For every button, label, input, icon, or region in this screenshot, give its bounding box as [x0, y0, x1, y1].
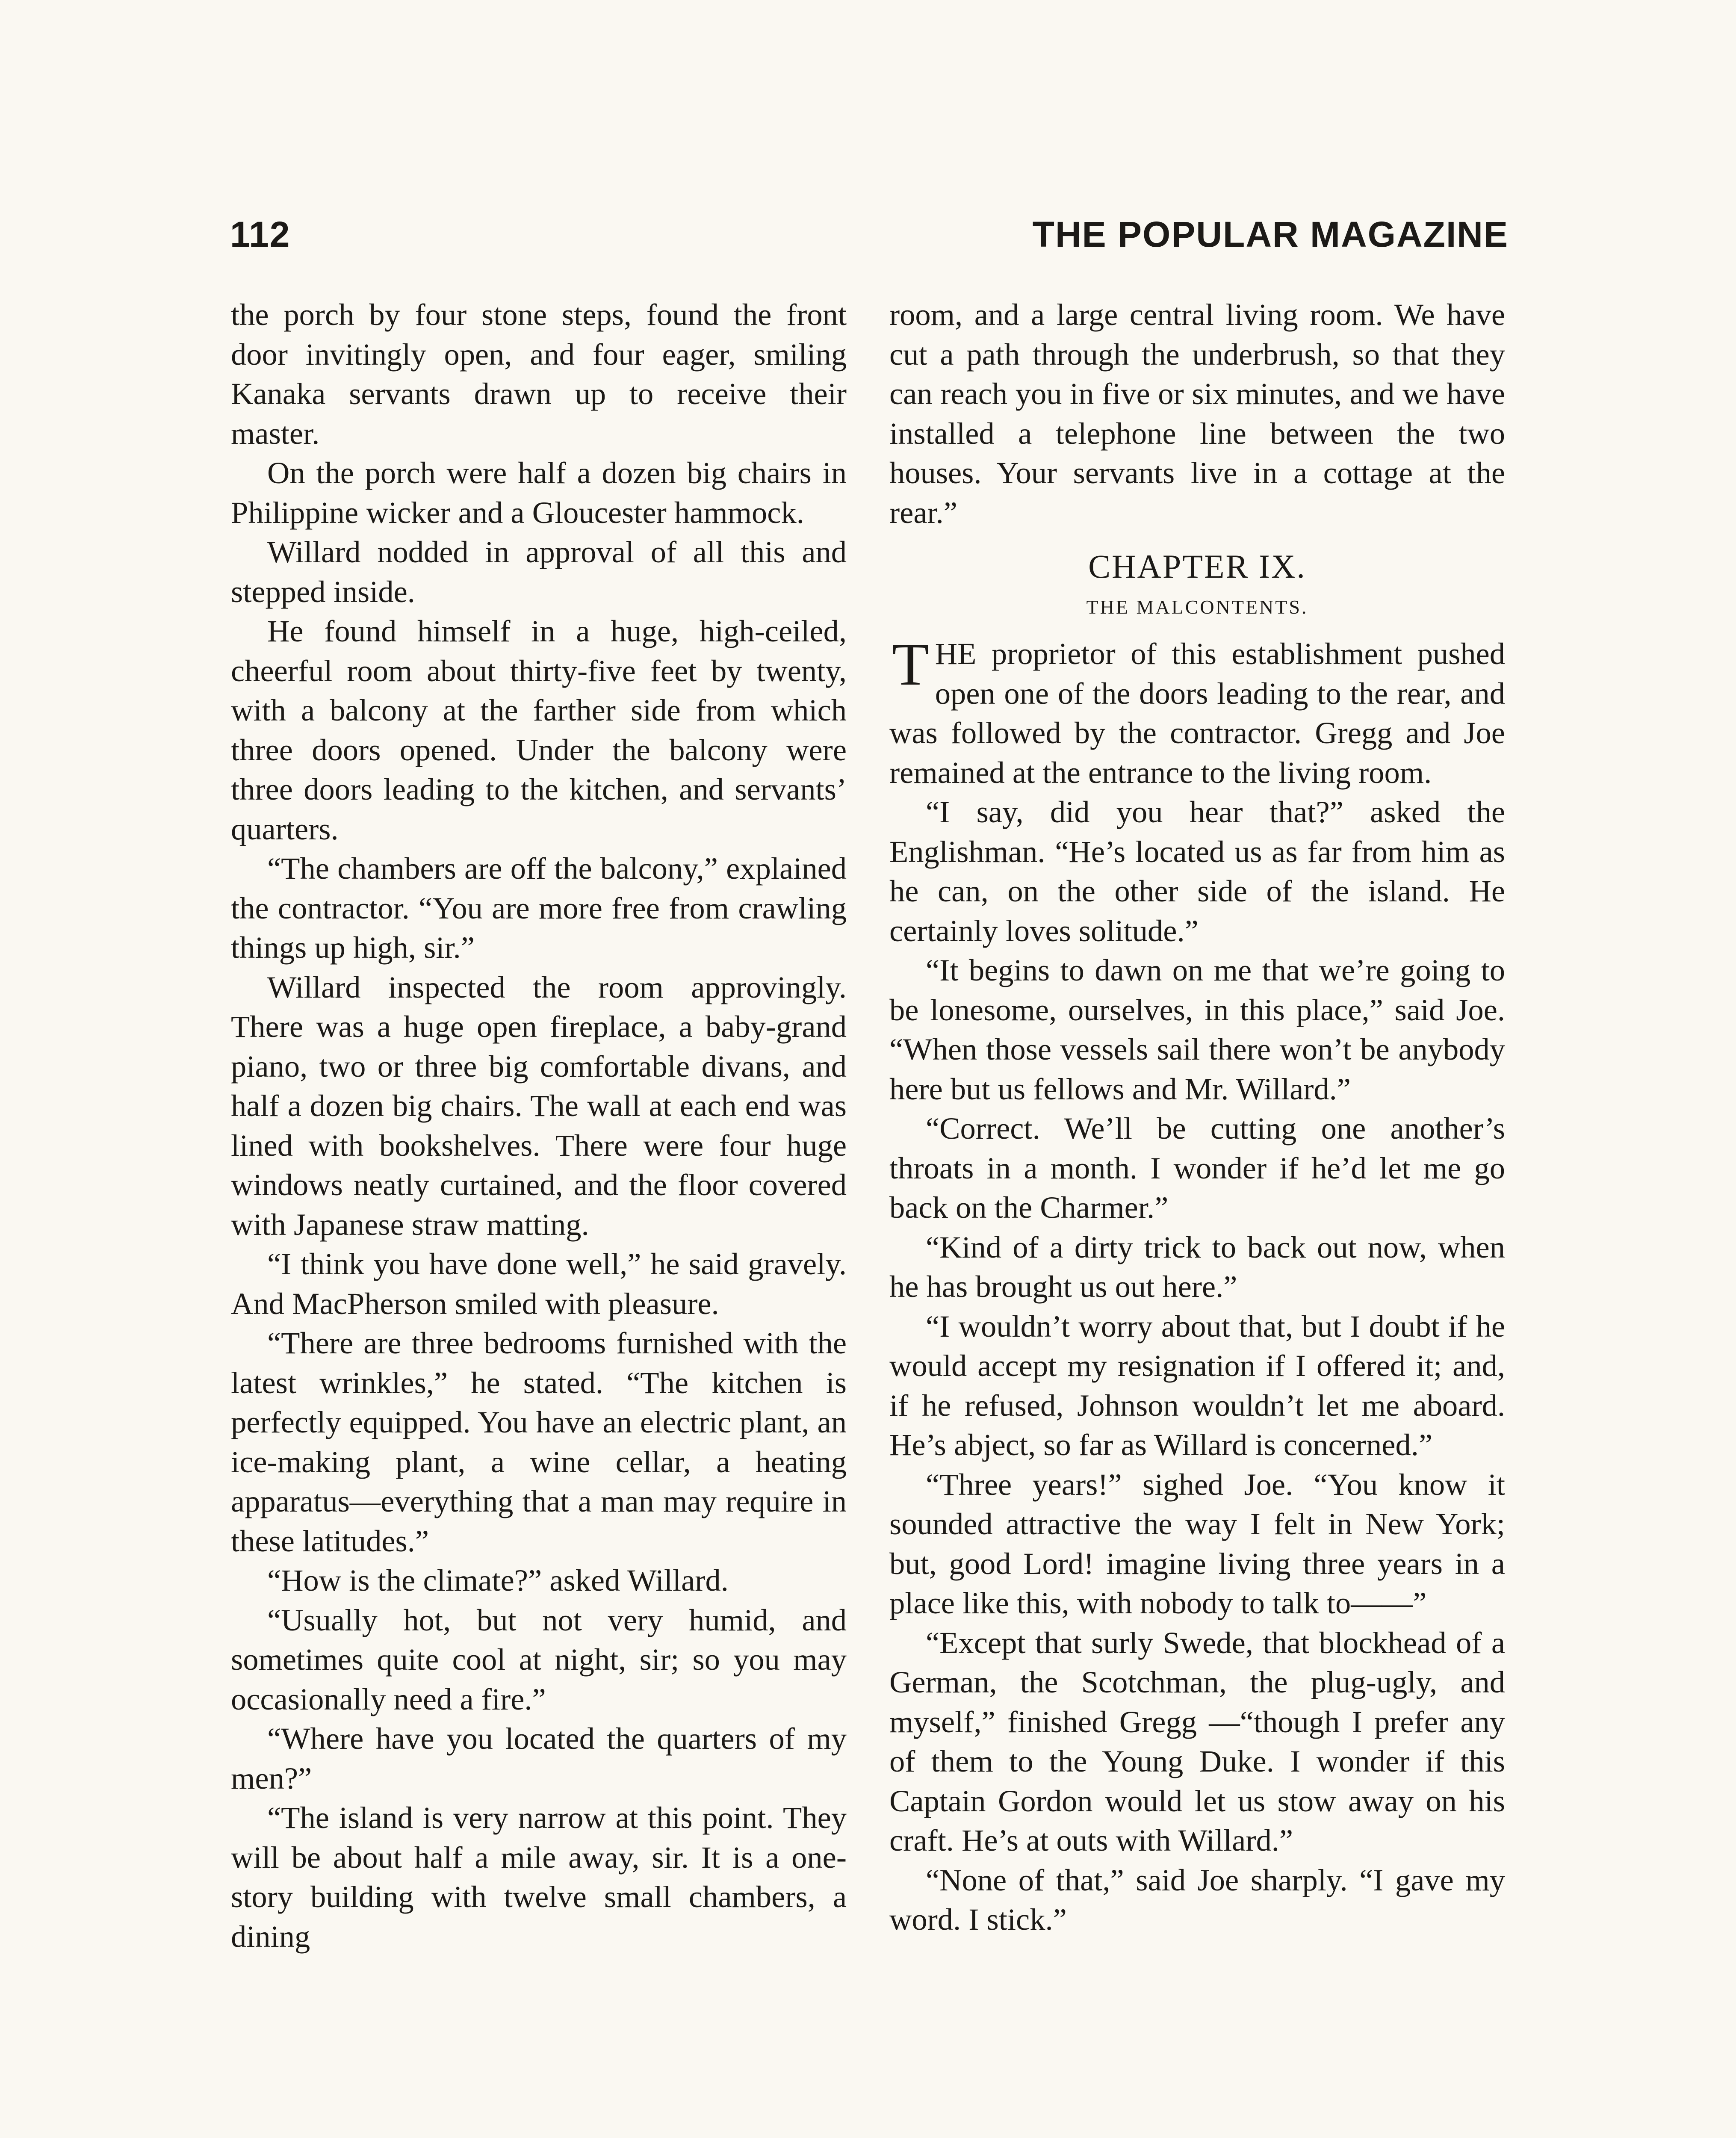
chapter-subtitle: THE MALCONTENTS.: [1086, 596, 1308, 618]
paragraph: “None of that,” said Joe sharply. “I gave my word. I stick.”: [889, 1862, 1505, 1937]
paragraph: “I think you have done well,” he said gravely. And MacPherson smiled with pleasure.: [231, 1246, 847, 1321]
left-column: [231, 295, 847, 1956]
paragraph: He found himself in a huge, high-ceiled, cheerful room about thirty-five feet by twenty, with a balcony at the farther side from which three doors opened. Under the balcony were three doors leading to the kitchen, and servants’ quarters.: [231, 614, 847, 846]
paragraph: “How is the climate?” asked Willard.: [267, 1563, 729, 1598]
right-column: [889, 295, 1505, 1940]
paragraph: “Correct. We’ll be cutting one another’s throats in a month. I wonder if he’d let me go back on the Charmer.”: [889, 1111, 1505, 1225]
paragraph: “The chambers are off the balcony,” explained the contractor. “You are more free from crawling things up high, sir.”: [231, 851, 847, 965]
paragraph: “It begins to dawn on me that we’re going to be lonesome, ourselves, in this place,” said Joe. “When those vessels sail there won’t be anybody here but us fellows and Mr. Willard.”: [889, 953, 1505, 1106]
page-number: 112: [230, 214, 291, 254]
paragraph: “I say, did you hear that?” asked the Englishman. “He’s located us as far from him as he can, on the other side of the island. He certainly loves solitude.”: [889, 794, 1505, 948]
magazine-title: THE POPULAR MAGAZINE: [1032, 214, 1509, 254]
paragraph: “Usually hot, but not very humid, and sometimes quite cool at night, sir; so you may occasionally need a fire.”: [231, 1602, 847, 1716]
paragraph: “I wouldn’t worry about that, but I doubt if he would accept my resignation if I offered it; and, if he refused, Johnson wouldn’t let me aboard. He’s abject, so far as Willard is concerned.”: [889, 1308, 1505, 1462]
paragraph: “There are three bedrooms furnished with the latest wrinkles,” he stated. “The kitchen is perfectly equipped. You have an electric plant, an ice-making plant, a wine cellar, a heating apparatus—everything that a man may require in these latitudes.”: [231, 1326, 847, 1558]
paragraph: “Where have you located the quarters of my men?”: [231, 1721, 847, 1795]
running-head: [230, 214, 1509, 261]
chapter-opening-paragraph: [889, 630, 1505, 792]
paragraph: On the porch were half a dozen big chairs in Philippine wicker and a Gloucester hammock.: [231, 455, 847, 530]
paragraph: “Three years!” sighed Joe. “You know it sounded attractive the way I felt in New York; but, good Lord! imagine living three years in a place like this, with nobody to talk to——”: [889, 1467, 1505, 1620]
paragraph: “Except that surly Swede, that blockhead of a German, the Scotchman, the plug-ugly, and myself,” finished Gregg —“though I prefer any of them to the Young Duke. I wonder if this Captain Gordon would let us stow away on his craft. He’s at outs with Willard.”: [889, 1625, 1505, 1857]
paragraph: Willard inspected the room approvingly. There was a huge open fireplace, a baby-grand piano, two or three big comfortable divans, and half a dozen big chairs. The wall at each end was lined with bookshelves. There were four huge windows neatly curtained, and the floor covered with Japanese straw matting.: [231, 969, 847, 1242]
paragraph: room, and a large central living room. We have cut a path through the underbrush, so that they can reach you in five or six minutes, and we have installed a telephone line between the two houses. Your servants live in a cottage at the rear.”: [889, 297, 1505, 530]
paragraph: Willard nodded in approval of all this and stepped inside.: [231, 534, 847, 609]
opening-text: HE proprietor of this establishment pushed open one of the doors leading to the rear, and was followed by the contractor. Gregg and Joe remained at the entrance to the living room.: [889, 636, 1505, 790]
chapter-heading: CHAPTER IX.: [1088, 548, 1306, 585]
paragraph: “The island is very narrow at this point. They will be about half a mile away, sir. It is a one-story building with twelve small chambers, a dining: [231, 1800, 847, 1954]
paragraph: the porch by four stone steps, found the front door invitingly open, and four eager, smiling Kanaka servants drawn up to receive their master.: [231, 297, 847, 451]
drop-cap: T: [892, 630, 929, 698]
paragraph: “Kind of a dirty trick to back out now, when he has brought us out here.”: [889, 1229, 1505, 1304]
